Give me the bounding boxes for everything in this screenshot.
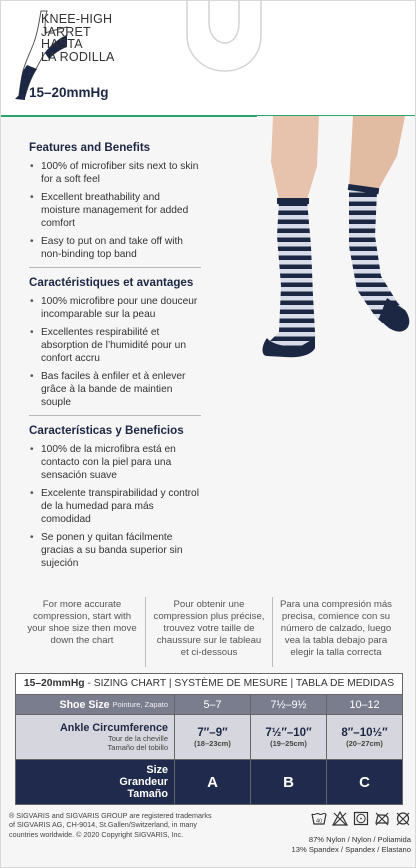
ankle-row xyxy=(16,715,402,760)
shoe-size-c: 10–12 xyxy=(326,695,402,714)
shoe-size-a: 5–7 xyxy=(174,695,250,714)
sizing-chart-title xyxy=(16,674,402,695)
divider xyxy=(29,415,201,416)
list-item: • Easy to put on and take off with non-binding top band xyxy=(29,235,201,261)
size-c: C xyxy=(326,760,402,804)
size-label-en: Size xyxy=(146,764,168,776)
no-bleach-icon xyxy=(332,811,348,826)
ankle-a xyxy=(174,715,250,759)
product-photo xyxy=(257,116,416,366)
shoe-size-row xyxy=(16,695,402,715)
features-content xyxy=(29,141,201,575)
wash-40-icon xyxy=(311,811,327,826)
size-b: B xyxy=(250,760,326,804)
divider xyxy=(29,267,201,268)
ankle-c-inches: 8″–10½″ xyxy=(341,726,388,739)
ankle-c-cm: (20–27cm) xyxy=(346,738,383,748)
ankle-title: Ankle Circumference xyxy=(59,722,168,734)
header xyxy=(1,1,416,116)
list-item: • Excellent breathability and moisture management for added comfort xyxy=(29,191,201,230)
care-symbols xyxy=(311,811,411,827)
list-item: • Excelente transpirabilidad y control de la humedad para más comodidad xyxy=(29,487,201,526)
tumble-dry-low-icon xyxy=(353,811,369,826)
no-iron-icon xyxy=(374,811,390,826)
shoe-size-sub: Pointure, Zapato xyxy=(112,700,168,709)
features-list-en xyxy=(29,160,201,261)
size-label-es: Tamaño xyxy=(127,788,168,800)
fiber-line: 87% Nylon / Nylon / Poliamida xyxy=(308,835,411,844)
instruction-en: For more accurate compression, start with your shoe size then move down the chart xyxy=(27,599,137,646)
product-type-line: HASTA xyxy=(41,37,83,51)
sizing-chart xyxy=(15,673,403,805)
hanger-cutout xyxy=(179,1,269,73)
ankle-sub-es: Tamaño del tobillo xyxy=(107,743,168,752)
sizing-chart-title-text: - SIZING CHART | SYSTÈME DE MESURE | TABLA DE MEDIDAS xyxy=(84,678,395,689)
features-list-fr xyxy=(29,295,201,409)
product-type-line: JARRET xyxy=(41,24,91,39)
features-list-es xyxy=(29,443,201,570)
list-item: • Bas faciles à enfiler et à enlever grâce à la bande de maintien souple xyxy=(29,370,201,409)
size-a: A xyxy=(174,760,250,804)
fiber-line: 13% Spandex / Spandex / Elastano xyxy=(291,845,411,854)
size-row xyxy=(16,760,402,804)
ankle-b-cm: (19–25cm) xyxy=(270,738,307,748)
fiber-content xyxy=(269,835,411,855)
ankle-c xyxy=(326,715,402,759)
shoe-size-title: Shoe Size xyxy=(59,698,110,711)
product-type-line: KNEE-HIGH xyxy=(41,12,113,26)
size-label xyxy=(16,760,174,804)
ankle-a-inches: 7″–9″ xyxy=(197,726,228,739)
ankle-label xyxy=(16,715,174,759)
ankle-sub-fr: Tour de la cheville xyxy=(107,734,168,743)
product-type-line: LA RODILLA xyxy=(41,49,115,64)
list-item: • 100% microfibre pour une douceur incomparable sur la peau xyxy=(29,295,201,321)
sizing-instructions xyxy=(19,597,399,667)
shoe-size-label xyxy=(16,695,174,714)
section-title-fr: Caractéristiques et avantages xyxy=(29,276,194,289)
size-label-fr: Grandeur xyxy=(119,776,168,788)
shoe-size-b: 7½–9½ xyxy=(250,695,326,714)
wash-temperature: 40 xyxy=(315,818,323,825)
instruction-fr: Pour obtenir une compression plus précise, trouvez votre taille de chaussure sur le tableau et ci-dessous xyxy=(145,597,273,667)
list-item: • 100% de la microfibra está en contacto con la piel para una sensación suave xyxy=(29,443,201,482)
sizing-chart-title-compression: 15–20mmHg xyxy=(23,678,85,689)
list-item: • 100% of microfiber sits next to skin for a soft feel xyxy=(29,160,201,186)
legal-notice: ® SIGVARIS and SIGVARIS GROUP are registered trademarks of SIGVARIS AG, CH-9014, St.Gallen/Switzerland, in many countries worldwide. © 2020 Copyright SIGVARIS, Inc. xyxy=(9,811,212,839)
ankle-a-cm: (18–23cm) xyxy=(194,738,231,748)
compression-level: 15–20mmHg xyxy=(29,85,109,100)
section-title-en: Features and Benefits xyxy=(29,141,151,154)
no-dry-clean-icon xyxy=(395,811,411,826)
section-title-es: Características y Beneficios xyxy=(29,424,184,437)
ankle-b xyxy=(250,715,326,759)
ankle-b-inches: 7½″–10″ xyxy=(265,726,312,739)
product-type xyxy=(41,13,115,63)
list-item: • Se ponen y quitan fácilmente gracias a su banda superior sin sujeción xyxy=(29,531,201,570)
list-item: • Excellentes respirabilité et absorption de l’humidité pour un confort accru xyxy=(29,326,201,365)
instruction-es: Para una compresión más precisa, comience con su número de calzado, luego vea la tabla debajo para elegir la talla correcta xyxy=(280,599,392,658)
